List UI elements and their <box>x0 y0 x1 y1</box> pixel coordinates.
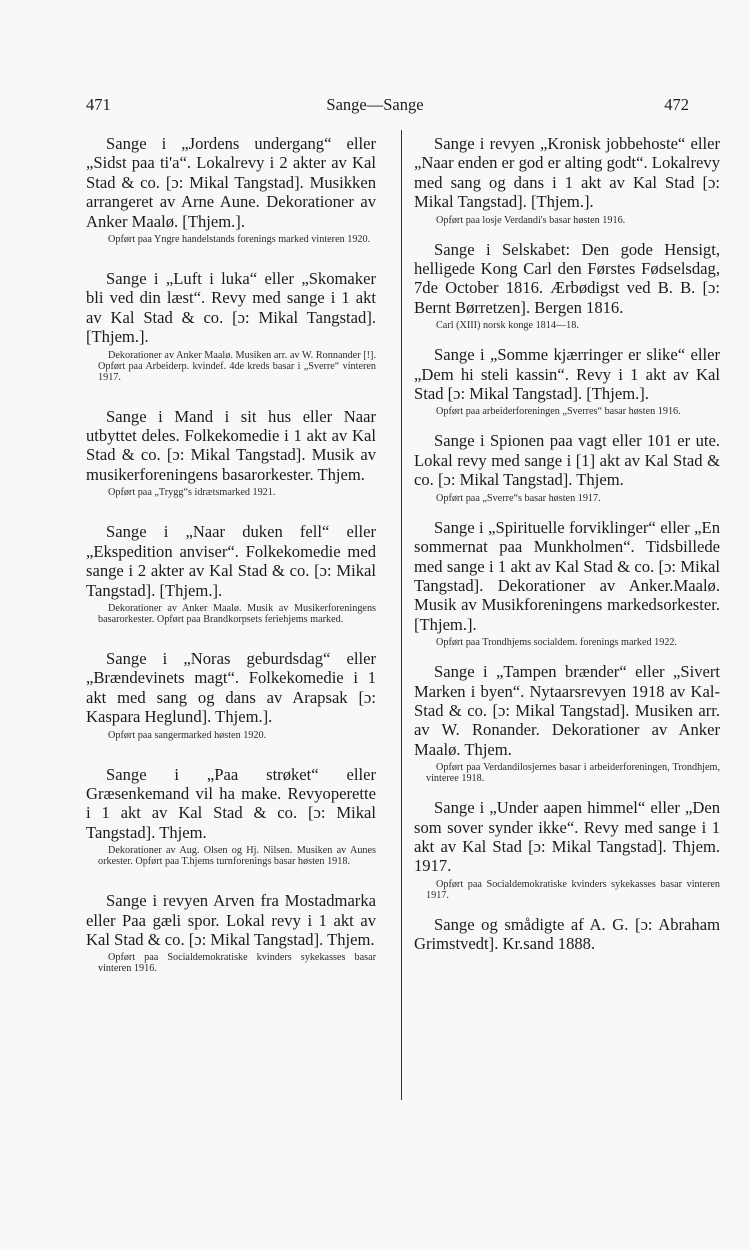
entry-text: Sange i „Paa strøket“ eller Græsenkemand vil ha make. Revyoperette i 1 akt av Kal Stad & co. [ɔ: Mikal Tangstad]. Thjem. <box>86 764 376 842</box>
catalog-entry <box>414 431 720 503</box>
entry-text: Sange i Mand i sit hus eller Naar utbyttet deles. Folkekomedie i 1 akt av Kal Stad & co. [ɔ: Mikal Tangstad]. Musik av musikerforeningens basarorkester. Thjem. <box>86 406 376 484</box>
entry-text: Sange i revyen „Kronisk jobbehoste“ eller „Naar enden er god er alting godt“. Lokalrevy med sang og dans i 1 akt av Kal Stad [ɔ: Mikal Tangstad]. [Thjem.]. <box>414 134 720 212</box>
entry-text: Sange i „Jordens undergang“ eller „Sidst paa ti'a“. Lokalrevy i 2 akter av Kal Stad & co. [ɔ: Mikal Tangstad]. Musikken arrangeret av Arne Aune. Dekorationer av Anker Maalø. [Thjem.]. <box>86 134 376 231</box>
entry-note: Opført paa Trondhjems socialdem. forenings marked 1922. <box>436 637 678 649</box>
entry-note: Opført paa „Sverre“s basar høsten 1917. <box>436 492 601 504</box>
catalog-entry <box>86 649 376 741</box>
catalog-entry <box>414 518 720 648</box>
entry-note: Opført paa arbeiderforeningen „Sverres“ basar høsten 1916. <box>436 406 681 418</box>
entry-note: Opført paa Socialdemokratiske kvinders sykekasses basar vinteren 1916. <box>98 952 376 975</box>
entry-text: Sange i revyen Arven fra Mostadmarka eller Paa gæli spor. Lokal revy i 1 akt av Kal Stad & co. [ɔ: Mikal Tangstad]. Thjem. <box>86 891 376 949</box>
entry-text: Sange i Selskabet: Den gode Hensigt, helligede Kong Carl den Førstes Fødselsdag, 7de October 1816. Ærbødigst ved B. B. [ɔ: Bernt Børretzen]. Bergen 1816. <box>414 239 720 317</box>
entry-note: Dekorationer av Anker Maalø. Musiken arr. av W. Ronnander [!]. Opført paa Arbeiderp. kvindef. 4de kreds basar i „Sverre“ vinteren 1917. <box>98 349 376 383</box>
catalog-entry <box>86 407 376 499</box>
catalog-entry <box>414 134 720 226</box>
catalog-entry <box>414 915 720 954</box>
entry-note: Opført paa „Trygg“s idrætsmarked 1921. <box>108 487 276 499</box>
entry-note: Opført paa losje Verdandi's basar høsten 1916. <box>436 214 626 226</box>
entry-text: Sange i „Tampen brænder“ eller „Sivert Marken i byen“. Nytaarsrevyen 1918 av Kal-Stad & co. [ɔ: Mikal Tangstad]. Musiken arr. av W. Ronander. Dekorationer av Anker Maalø. Thjem. <box>414 662 720 759</box>
entry-text: Sange i „Luft i luka“ eller „Skomaker bli ved din læst“. Revy med sange i 1 akt av Kal Stad & co. [ɔ: Mikal Tangstad]. [Thjem.]. <box>86 269 376 347</box>
running-title: Sange—Sange <box>326 95 424 114</box>
catalog-entry <box>86 134 376 245</box>
catalog-entry <box>414 240 720 332</box>
catalog-entry <box>414 662 720 784</box>
entry-text: Sange i „Spirituelle forviklinger“ eller „En sommernat paa Munkholmen“. Tidsbillede med sange i 1 akt av Kal Stad & co. [ɔ: Mikal Tangstad]. Dekorationer av Anker.Maalø. Musik av Musikforeningens markedsorkester. [Thjem.]. <box>414 517 720 634</box>
catalog-entry <box>86 269 376 383</box>
left-column <box>86 134 376 998</box>
entry-note: Dekorationer av Anker Maalø. Musik av Musikerforeningens basarorkester. Opført paa Brandkorpsets feriehjems marked. <box>98 602 376 625</box>
catalog-entry <box>414 798 720 901</box>
entry-text: Sange i „Naar duken fell“ eller „Ekspedition anviser“. Folkekomedie med sange i 2 akter av Kal Stad & co. [ɔ: Mikal Tangstad]. [Thjem.]. <box>86 522 376 600</box>
entry-note: Opført paa Yngre handelstands forenings marked vinteren 1920. <box>108 234 371 246</box>
catalog-entry <box>86 765 376 868</box>
entry-note: Opført paa sangermarked høsten 1920. <box>108 729 267 741</box>
left-page-number: 471 <box>86 95 111 114</box>
catalog-entry <box>414 345 720 417</box>
entry-note: Opført paa Verdandilosjernes basar i arbeiderforeningen, Trondhjem, vinteree 1918. <box>426 762 720 785</box>
right-page-number: 472 <box>664 95 689 114</box>
entry-note: Opført paa Socialdemokratiske kvinders sykekasses basar vinteren 1917. <box>426 878 720 901</box>
entry-text: Sange i „Noras geburdsdag“ eller „Brændevinets magt“. Folkekomedie i 1 akt med sang og dans av Arapsak [ɔ: Kaspara Heglund]. Thjem.]. <box>86 648 376 727</box>
entry-text: Sange og smådigte af A. G. [ɔ: Abraham Grimstvedt]. Kr.sand 1888. <box>414 914 720 954</box>
catalog-entry <box>86 891 376 974</box>
entry-note: Carl (XIII) norsk konge 1814—18. <box>436 320 579 332</box>
entry-text: Sange i „Somme kjærringer er slike“ eller „Dem hi steli kassin“. Revy i 1 akt av Kal Stad [ɔ: Mikal Tangstad]. [Thjem.]. <box>414 345 720 404</box>
entry-text: Sange i Spionen paa vagt eller 101 er ute. Lokal revy med sange i [1] akt av Kal Stad & co. [ɔ: Mikal Tangstad]. Thjem. <box>414 431 720 490</box>
entry-note: Dekorationer av Aug. Olsen og Hj. Nilsen. Musiken av Aunes orkester. Opført paa T.hjems turnforenings basar høsten 1918. <box>98 845 376 868</box>
right-column <box>414 134 720 968</box>
entry-text: Sange i „Under aapen himmel“ eller „Den som sover synder ikke“. Revy med sange i 1 akt av Kal Stad [ɔ: Mikal Tangstad]. Thjem. 1917. <box>414 798 720 876</box>
column-divider <box>401 130 402 1100</box>
catalog-entry <box>86 522 376 625</box>
